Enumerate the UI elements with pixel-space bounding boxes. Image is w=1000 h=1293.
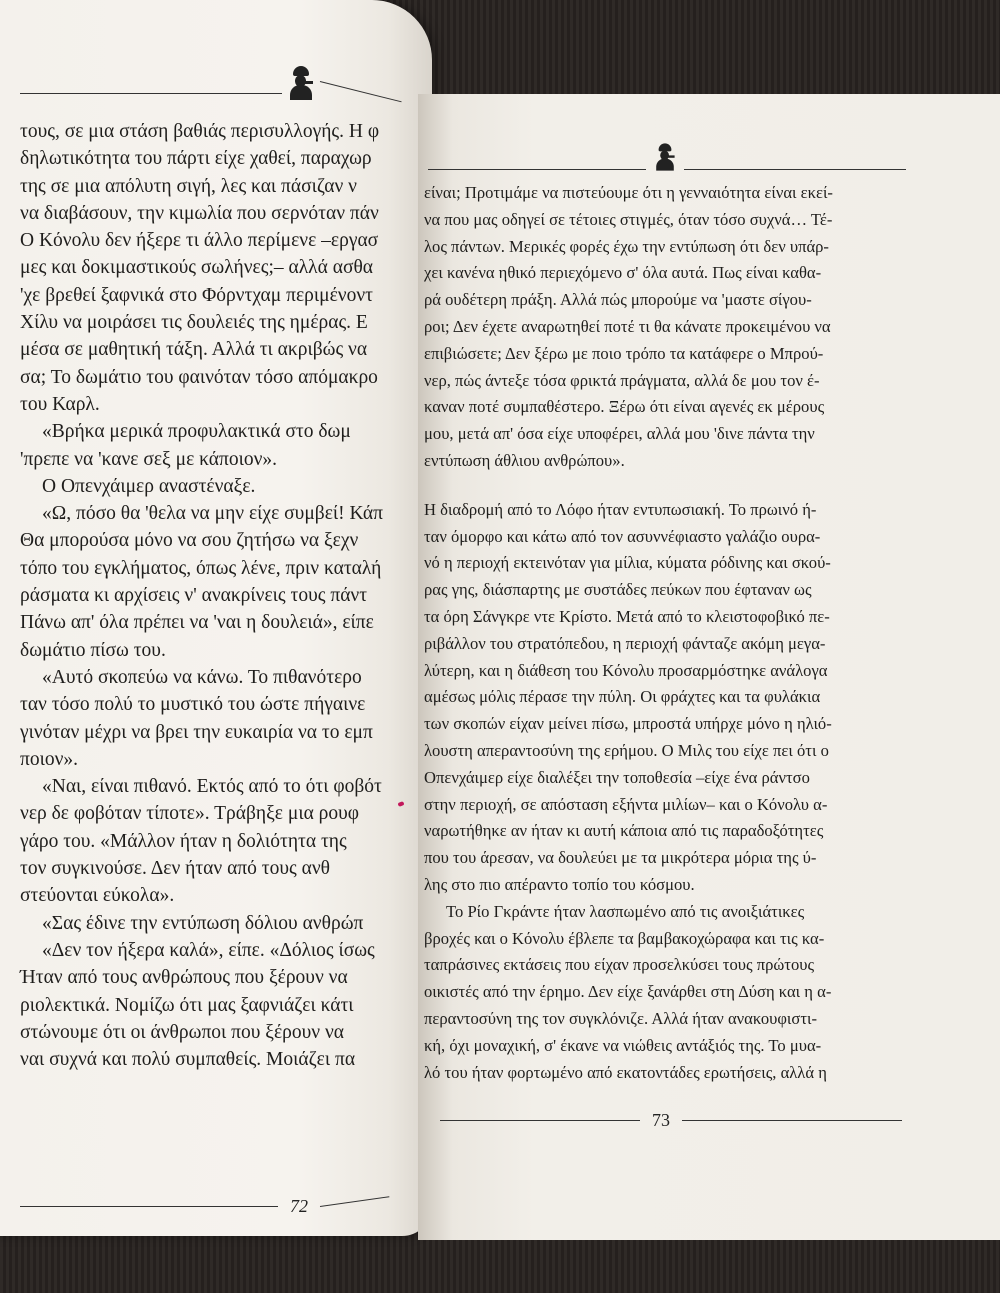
text-line: μες και δοκιμαστικούς σωλήνες;– αλλά ασθα: [20, 257, 374, 279]
text-line: λύτερη, και η διάθεση του Κόνολυ προσαρμόστηκε ανάλογα: [424, 660, 828, 680]
text-line: νό η περιοχή εκτεινόταν για μίλια, κύματα ρόδινης και σκού-: [424, 553, 831, 573]
right-header-rule: [428, 140, 906, 174]
text-line: στώνουμε ότι οι άνθρωποι που ξέρουν να: [20, 1021, 345, 1043]
section-break: [424, 475, 833, 497]
text-line: ρά ουδέτερη πράξη. Αλλά πώς μπορούμε να 'μαστε σίγου-: [424, 290, 812, 310]
text-line: του Καρλ.: [20, 393, 100, 415]
text-line: λό του ήταν φορτωμένο από εκατοντάδες ερωτήσεις, αλλά η: [424, 1062, 827, 1082]
text-line: κή, όχι μοναχική, σ' έκανε να νιώθεις αντάξιός της. Το μυα-: [424, 1035, 822, 1055]
text-line: ροι; Δεν έχετε αναρωτηθεί ποτέ τι θα κάνατε προκειμένου να: [424, 316, 831, 336]
right-footer-rule: [440, 1110, 902, 1131]
text-line: 'χε βρεθεί ξαφνικά στο Φόρντχαμ περιμένοντ: [20, 284, 373, 306]
text-line: ράσματα κι αρχίσεις ν' ανακρίνεις τους πάντ: [20, 585, 368, 607]
text-line: λης στο πιο απέραντο τοπίο του κόσμου.: [424, 874, 695, 894]
text-line: καναν ποτέ συμπαθέστερο. Ξέρω ότι είναι αγενές εκ μέρους: [424, 397, 825, 417]
text-line: μου, μετά απ' όσα είχε υποφέρει, αλλά μου 'δινε πάντα την: [424, 424, 815, 444]
text-line: της σε μια απόλυτη σιγή, λες και πάσιζαν ν: [20, 175, 357, 197]
text-line: «Βρήκα μερικά προφυλακτικά στο δωμ: [42, 421, 351, 443]
text-line: γάρο του. «Μάλλον ήταν η δολιότητα της: [20, 830, 347, 852]
sherlock-silhouette-icon: [286, 66, 316, 100]
text-line: αμέσως μόλις πέρασε την πύλη. Οι φράχτες και τα φυλάκια: [424, 687, 821, 707]
text-line: χει κανένα ηθικό περιεχόμενο σ' όλα αυτά. Πως είναι καθα-: [424, 263, 822, 283]
text-line: «Δεν τον ήξερα καλά», είπε. «Δόλιος ίσως: [42, 939, 375, 961]
left-header-rule: [20, 66, 404, 100]
text-line: δηλωτικότητα του πάρτι είχε χαθεί, παραχωρ: [20, 148, 372, 170]
text-line: Το Ρίο Γκράντε ήταν λασπωμένο από τις ανοιξιάτικες: [446, 901, 805, 921]
text-line: να διαβάσουν, την κιμωλία που σερνόταν πάν: [20, 202, 379, 224]
text-line: εντύπωση άθλιου ανθρώπου».: [424, 450, 625, 470]
text-line: ταν τόσο πολύ το μυστικό του ώστε πήγαινε: [20, 694, 366, 716]
text-line: Ήταν από τους ανθρώπους που ξέρουν να: [20, 967, 348, 989]
text-line: «Ω, πόσο θα 'θελα να μην είχε συμβεί! Κάπ: [42, 503, 383, 525]
text-line: στεύονται εύκολα».: [20, 885, 175, 907]
text-line: νερ, πώς άντεξε τόσα φρικτά πράγματα, αλλά δε μου τον έ-: [424, 370, 820, 390]
text-line: Οπενχάιμερ είχε διαλέξει την τοποθεσία –είχε ένα ράντσο: [424, 767, 810, 787]
text-line: τα όρη Σάνγκρε ντε Κρίστο. Μετά από το κλειστοφοβικό πε-: [424, 606, 830, 626]
text-line: τόπο του εγκλήματος, όπως λένε, πριν καταλή: [20, 557, 382, 579]
right-page-text: [424, 180, 833, 1086]
text-line: ναι συχνά και πολύ συμπαθείς. Μοιάζει πα: [20, 1049, 356, 1071]
text-line: σα; Το δωμάτιο του φαινόταν τόσο απόμακρο: [20, 366, 378, 388]
text-line: 'πρεπε να 'κανε σεξ με κάποιον».: [20, 448, 278, 470]
text-line: τους, σε μια στάση βαθιάς περισυλλογής. Η φ: [20, 121, 380, 142]
text-line: λουστη απεραντοσύνη της ερήμου. Ο Μιλς του είχε πει ότι ο: [424, 740, 829, 760]
text-line: γινόταν μέχρι να βρει την ευκαιρία να το εμπ: [20, 721, 373, 743]
text-line: επιβιώσετε; Δεν ξέρω με ποιο τρόπο τα κατάφερε ο Μπρού-: [424, 343, 824, 363]
left-footer-rule: [20, 1196, 390, 1217]
page-number-right: 73: [652, 1110, 670, 1130]
text-line: Ο Οπενχάιμερ αναστέναξε.: [42, 475, 256, 497]
text-line: οικιστές από την έρημο. Δεν είχε ξανάρθει στη Δύση και η α-: [424, 982, 832, 1002]
text-line: των σκοπών είχαν μείνει πίσω, μπροστά υπήρχε μόνο η ηλιό-: [424, 714, 832, 734]
sherlock-silhouette-icon: [653, 143, 677, 170]
text-line: ταπράσινες εκτάσεις που είχαν προσελκύσει τους πρώτους: [424, 955, 815, 975]
text-line: Χίλυ να μοιράσει τις δουλειές της ημέρας. Ε: [20, 312, 368, 334]
text-line: περαντοσύνη της τον συγκλόνιζε. Αλλά ήταν ανακουφιστι-: [424, 1008, 817, 1028]
text-line: ρας γης, διάσπαρτης με συστάδες πεύκων που έφταναν ως: [424, 580, 812, 600]
text-line: «Αυτό σκοπεύω να κάνω. Το πιθανότερο: [42, 666, 362, 688]
text-line: να που μας οδηγεί σε τέτοιες στιγμές, όταν τόσο συχνά… Τέ-: [424, 209, 833, 229]
text-line: «Ναι, είναι πιθανό. Εκτός από το ότι φοβότ: [42, 776, 382, 798]
text-line: ριβάλλον του στρατόπεδου, η περιοχή φάνταζε ακόμη μεγα-: [424, 633, 826, 653]
page-number-left: 72: [290, 1196, 308, 1216]
text-line: νερ δε φοβόταν τίποτε». Τράβηξε μια ρουφ: [20, 803, 360, 825]
text-line: «Σας έδινε την εντύπωση δόλιου ανθρώπ: [42, 912, 364, 934]
text-line: ναρωτήθηκε αν ήταν κι αυτή κάποια από τις παραδοξότητες: [424, 821, 824, 841]
text-line: μέσα σε μαθητική τάξη. Αλλά τι ακριβώς να: [20, 339, 368, 361]
text-line: ταν όμορφο και κάτω από τον ασυννέφιαστο γαλάζιο ουρα-: [424, 526, 821, 546]
text-line: λος πάντων. Μερικές φορές έχω την εντύπωση ότι δεν υπάρ-: [424, 236, 829, 256]
text-line: ριολεκτικά. Νομίζω ότι μας ξαφνιάζει κάτι: [20, 994, 354, 1016]
text-line: δωμάτιο πίσω του.: [20, 639, 166, 661]
text-line: ποιον».: [20, 748, 79, 770]
text-line: στην περιοχή, σε απόσταση εξήντα μιλίων– και ο Κόνολυ α-: [424, 794, 828, 814]
text-line: Θα μπορούσα μόνο να σου ζητήσω να ξεχν: [20, 530, 359, 552]
text-line: Πάνω απ' όλα πρέπει να 'ναι η δουλειά», είπε: [20, 612, 374, 634]
text-line: βροχές και ο Κόνολυ έβλεπε τα βαμβακοχώραφα και τις κα-: [424, 928, 825, 948]
text-line: Η διαδρομή από το Λόφο ήταν εντυπωσιακή. Το πρωινό ή-: [424, 499, 817, 519]
text-line: που του άρεσαν, να δουλεύει με τα μικρότερα μόρια της ύ-: [424, 848, 817, 868]
text-line: Ο Κόνολυ δεν ήξερε τι άλλο περίμενε –εργασ: [20, 230, 379, 252]
left-page-text: [20, 118, 383, 1073]
text-line: τον συγκινούσε. Δεν ήταν από τους ανθ: [20, 858, 330, 880]
text-line: είναι; Προτιμάμε να πιστεύουμε ότι η γενναιότητα είναι εκεί-: [424, 183, 833, 202]
